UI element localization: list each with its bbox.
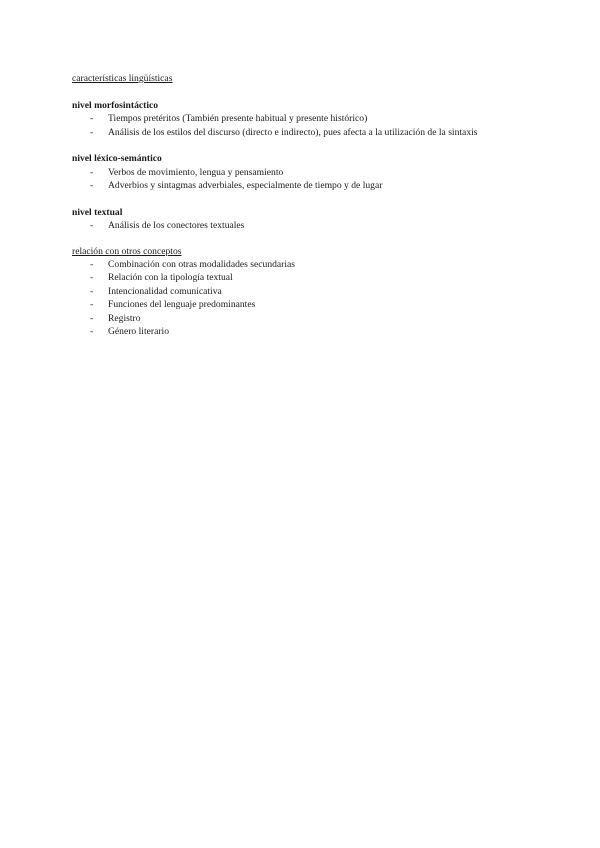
list-item-text: Género literario	[108, 326, 169, 338]
list-item-text: Verbos de movimiento, lengua y pensamiento	[108, 166, 284, 178]
dash-bullet: -	[90, 220, 94, 232]
dash-bullet: -	[90, 126, 94, 138]
list-item	[72, 166, 532, 179]
dash-bullet: -	[90, 259, 94, 271]
list-item	[72, 179, 532, 192]
level-title-lexico-semantico: nivel léxico-semántico	[72, 153, 162, 165]
level-title-textual: nivel textual	[72, 206, 123, 218]
list-item-text: Funciones del lenguaje predominantes	[108, 299, 256, 311]
dash-bullet: -	[90, 113, 94, 125]
list-item-text: Relación con la tipología textual	[108, 272, 233, 284]
spacer	[72, 233, 532, 245]
dash-bullet: -	[90, 180, 94, 192]
dash-bullet: -	[90, 312, 94, 324]
list-item-text: Análisis de los estilos del discurso (directo e indirecto), pues afecta a la utilización de la sintaxis	[108, 126, 478, 138]
list-item-text: Adverbios y sintagmas adverbiales, especialmente de tiempo y de lugar	[108, 180, 383, 192]
list-relacion	[72, 258, 532, 338]
list-item-text: Tiempos pretéritos (También presente habitual y presente histórico)	[108, 113, 368, 125]
list-item	[72, 258, 532, 271]
list-item-text: Análisis de los conectores textuales	[108, 220, 245, 232]
list-item-text: Registro	[108, 312, 141, 324]
heading-caracteristicas: características lingüísticas	[72, 73, 173, 84]
list-item-text: Combinación con otras modalidades secundarias	[108, 259, 296, 271]
level-title-morfosintactico: nivel morfosintáctico	[72, 99, 159, 111]
dash-bullet: -	[90, 285, 94, 297]
list-item	[72, 112, 532, 125]
spacer	[72, 85, 532, 98]
list-lexico-semantico	[72, 166, 532, 193]
list-textual	[72, 219, 532, 232]
list-item	[72, 325, 532, 338]
list-item	[72, 298, 532, 311]
list-morfosintactico	[72, 112, 532, 139]
list-item	[72, 312, 532, 325]
document-page	[72, 72, 532, 338]
heading-relacion: relación con otros conceptos	[72, 245, 182, 257]
spacer	[72, 193, 532, 206]
list-item-text: Intencionalidad comunicativa	[108, 285, 222, 297]
dash-bullet: -	[90, 166, 94, 178]
list-item	[72, 219, 532, 232]
dash-bullet: -	[90, 272, 94, 284]
list-item	[72, 271, 532, 284]
list-item	[72, 285, 532, 298]
dash-bullet: -	[90, 299, 94, 311]
dash-bullet: -	[90, 326, 94, 338]
spacer	[72, 139, 532, 152]
list-item	[72, 126, 532, 139]
